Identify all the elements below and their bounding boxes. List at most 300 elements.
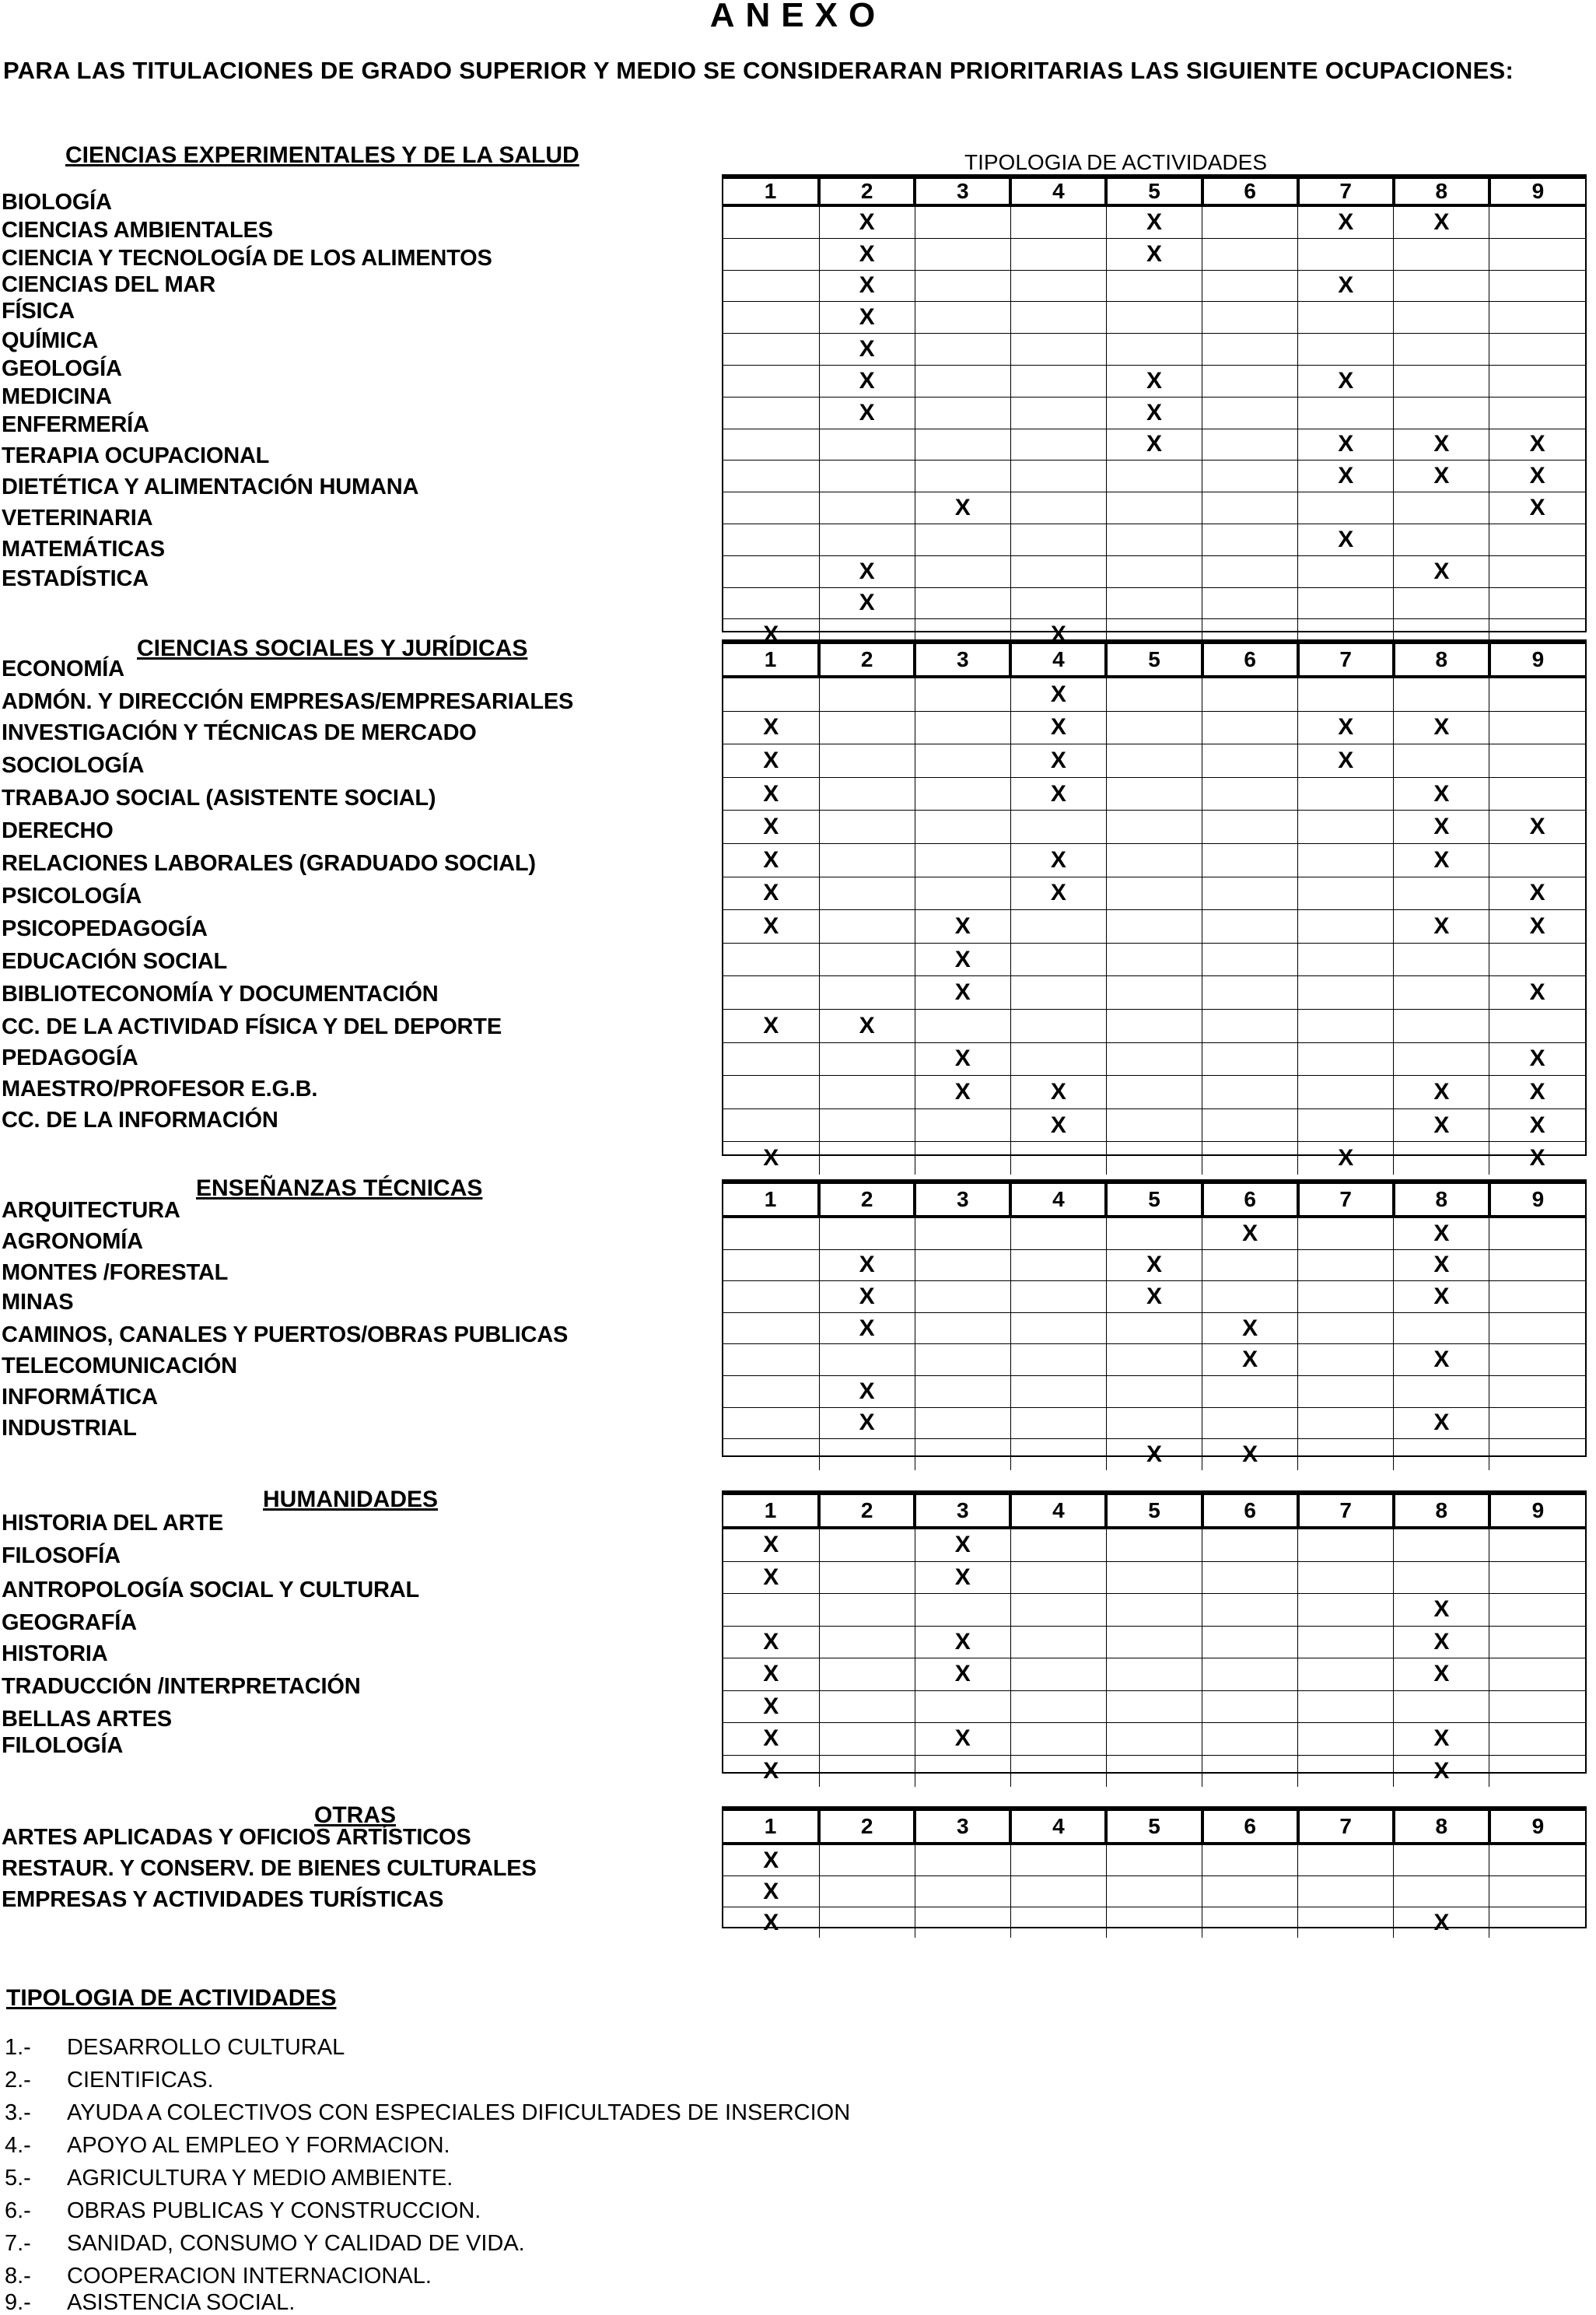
- empty-cell: [1489, 1439, 1585, 1470]
- degree-label: INFORMÁTICA: [2, 1385, 158, 1410]
- empty-cell: [1202, 1626, 1298, 1658]
- empty-cell: [915, 302, 1010, 334]
- degree-label: BIOLOGÍA: [2, 190, 112, 215]
- empty-cell: [723, 365, 819, 397]
- empty-cell: [1298, 492, 1394, 524]
- empty-cell: [915, 365, 1010, 397]
- mark-cell: X: [819, 397, 915, 429]
- mark-cell: X: [723, 1723, 819, 1756]
- empty-cell: [1106, 1844, 1202, 1876]
- table-row: [723, 1876, 1585, 1907]
- empty-cell: [1202, 1907, 1298, 1939]
- empty-cell: [1394, 397, 1489, 429]
- legend-text: AGRICULTURA Y MEDIO AMBIENTE.: [67, 2166, 453, 2191]
- empty-cell: [1202, 1249, 1298, 1281]
- column-number: 9: [1489, 1809, 1585, 1844]
- column-number: 6: [1202, 1494, 1298, 1528]
- degree-label: DIETÉTICA Y ALIMENTACIÓN HUMANA: [2, 475, 419, 499]
- empty-cell: [819, 1907, 915, 1939]
- empty-cell: [915, 205, 1010, 238]
- empty-cell: [1298, 587, 1394, 619]
- empty-cell: [1106, 524, 1202, 555]
- empty-cell: [915, 555, 1010, 587]
- mark-cell: X: [1489, 910, 1585, 944]
- empty-cell: [1202, 811, 1298, 844]
- empty-cell: [1298, 397, 1394, 429]
- empty-cell: [915, 334, 1010, 366]
- mark-cell: X: [819, 1009, 915, 1042]
- mark-cell: X: [723, 1142, 819, 1175]
- empty-cell: [1010, 1658, 1106, 1691]
- empty-cell: [1298, 555, 1394, 587]
- table-row: [723, 1690, 1585, 1723]
- empty-cell: [723, 492, 819, 524]
- degree-label: CC. DE LA INFORMACIÓN: [2, 1108, 278, 1133]
- degree-label: RESTAUR. Y CONSERV. DE BIENES CULTURALES: [2, 1856, 537, 1881]
- empty-cell: [1202, 677, 1298, 711]
- empty-cell: [1106, 677, 1202, 711]
- mark-cell: X: [1298, 205, 1394, 238]
- table-row: [723, 943, 1585, 976]
- empty-cell: [1010, 524, 1106, 555]
- mark-cell: X: [1489, 976, 1585, 1010]
- empty-cell: [1106, 711, 1202, 744]
- mark-cell: X: [819, 1281, 915, 1313]
- empty-cell: [915, 461, 1010, 492]
- empty-cell: [1202, 397, 1298, 429]
- empty-cell: [1202, 744, 1298, 778]
- empty-cell: [1010, 1344, 1106, 1376]
- mark-cell: X: [1489, 429, 1585, 461]
- empty-cell: [1010, 365, 1106, 397]
- table-row: [723, 365, 1585, 397]
- empty-cell: [915, 1755, 1010, 1787]
- column-number: 4: [1010, 1809, 1106, 1844]
- empty-cell: [1010, 1042, 1106, 1076]
- table-row: [723, 205, 1585, 238]
- degree-label: SOCIOLOGÍA: [2, 753, 145, 778]
- empty-cell: [1394, 238, 1489, 270]
- empty-cell: [1489, 1876, 1585, 1907]
- empty-cell: [1010, 1561, 1106, 1594]
- degree-label: PSICOPEDAGOGÍA: [2, 916, 208, 941]
- mark-cell: X: [1298, 461, 1394, 492]
- degree-label: EDUCACIÓN SOCIAL: [2, 949, 228, 974]
- table-row: [723, 1723, 1585, 1756]
- empty-cell: [1202, 910, 1298, 944]
- table-row: [723, 677, 1585, 711]
- empty-cell: [819, 1755, 915, 1787]
- table-row: [723, 1009, 1585, 1042]
- empty-cell: [1106, 587, 1202, 619]
- empty-cell: [1010, 492, 1106, 524]
- empty-cell: [1489, 1658, 1585, 1691]
- empty-cell: [819, 943, 915, 976]
- empty-cell: [1106, 461, 1202, 492]
- mark-cell: X: [1489, 877, 1585, 910]
- table-row: [723, 744, 1585, 778]
- table-row: [723, 1042, 1585, 1076]
- empty-cell: [1010, 1249, 1106, 1281]
- empty-cell: [1010, 1594, 1106, 1627]
- empty-cell: [1489, 1217, 1585, 1249]
- empty-cell: [819, 910, 915, 944]
- legend-number: 9.-: [5, 2290, 31, 2315]
- empty-cell: [1202, 302, 1298, 334]
- mark-cell: X: [819, 555, 915, 587]
- column-number: 9: [1489, 1182, 1585, 1217]
- empty-cell: [1202, 877, 1298, 910]
- empty-cell: [915, 1217, 1010, 1249]
- empty-cell: [723, 943, 819, 976]
- activity-grid: [722, 174, 1587, 648]
- empty-cell: [723, 461, 819, 492]
- empty-cell: [1394, 1009, 1489, 1042]
- mark-cell: X: [1106, 1439, 1202, 1470]
- mark-cell: X: [819, 334, 915, 366]
- table-row: [723, 1658, 1585, 1691]
- empty-cell: [915, 1009, 1010, 1042]
- empty-cell: [1202, 1755, 1298, 1787]
- mark-cell: X: [723, 1876, 819, 1907]
- mark-cell: X: [1202, 1217, 1298, 1249]
- legend-title: TIPOLOGIA DE ACTIVIDADES: [6, 1985, 337, 2011]
- empty-cell: [819, 1528, 915, 1561]
- table-row: [723, 429, 1585, 461]
- empty-cell: [1202, 461, 1298, 492]
- column-number: 1: [723, 643, 819, 677]
- empty-cell: [819, 1076, 915, 1109]
- empty-cell: [1106, 1312, 1202, 1344]
- table-row: [723, 555, 1585, 587]
- mark-cell: X: [723, 1561, 819, 1594]
- column-number: 6: [1202, 1809, 1298, 1844]
- mark-cell: X: [723, 777, 819, 811]
- degree-label: ENFERMERÍA: [2, 412, 149, 437]
- empty-cell: [1106, 811, 1202, 844]
- legend-item: [5, 2166, 453, 2191]
- degree-label: TELECOMUNICACIÓN: [2, 1354, 237, 1378]
- empty-cell: [1202, 711, 1298, 744]
- table-row: [723, 877, 1585, 910]
- mark-cell: X: [1394, 811, 1489, 844]
- empty-cell: [1202, 1876, 1298, 1907]
- empty-cell: [1106, 943, 1202, 976]
- table-row: [723, 1439, 1585, 1470]
- degree-label: MAESTRO/PROFESOR E.G.B.: [2, 1077, 318, 1101]
- empty-cell: [1489, 1344, 1585, 1376]
- page-title: ANEXO: [709, 0, 887, 34]
- empty-cell: [1489, 777, 1585, 811]
- mark-cell: X: [1010, 677, 1106, 711]
- mark-cell: X: [915, 1076, 1010, 1109]
- empty-cell: [723, 976, 819, 1010]
- empty-cell: [819, 843, 915, 877]
- empty-cell: [1298, 334, 1394, 366]
- legend-number: 4.-: [5, 2133, 31, 2158]
- empty-cell: [1489, 397, 1585, 429]
- table-row: [723, 397, 1585, 429]
- column-number: 7: [1298, 1494, 1394, 1528]
- mark-cell: X: [723, 744, 819, 778]
- empty-cell: [1489, 334, 1585, 366]
- column-number: 5: [1106, 1494, 1202, 1528]
- degree-label: MEDICINA: [2, 384, 112, 409]
- empty-cell: [1298, 1108, 1394, 1142]
- empty-cell: [819, 1626, 915, 1658]
- mark-cell: X: [1394, 555, 1489, 587]
- table-row: [723, 302, 1585, 334]
- empty-cell: [723, 1042, 819, 1076]
- column-number: 1: [723, 177, 819, 205]
- column-number: 3: [915, 1809, 1010, 1844]
- column-number: 1: [723, 1494, 819, 1528]
- empty-cell: [915, 1407, 1010, 1439]
- mark-cell: X: [1394, 1217, 1489, 1249]
- mark-cell: X: [1489, 1142, 1585, 1175]
- empty-cell: [1202, 1407, 1298, 1439]
- degree-label: ARTES APLICADAS Y OFICIOS ARTÍSTICOS: [2, 1825, 471, 1850]
- empty-cell: [1489, 843, 1585, 877]
- empty-cell: [1106, 1528, 1202, 1561]
- table-row: [723, 492, 1585, 524]
- empty-cell: [1010, 1528, 1106, 1561]
- mark-cell: X: [819, 205, 915, 238]
- column-number: 5: [1106, 643, 1202, 677]
- empty-cell: [1202, 238, 1298, 270]
- empty-cell: [915, 1594, 1010, 1627]
- empty-cell: [1489, 711, 1585, 744]
- column-number: 2: [819, 1182, 915, 1217]
- empty-cell: [1106, 492, 1202, 524]
- activity-grid: [722, 1806, 1587, 1935]
- empty-cell: [723, 1249, 819, 1281]
- empty-cell: [819, 711, 915, 744]
- empty-cell: [1298, 238, 1394, 270]
- mark-cell: X: [1010, 744, 1106, 778]
- empty-cell: [1394, 744, 1489, 778]
- empty-cell: [1489, 1723, 1585, 1756]
- empty-cell: [1106, 976, 1202, 1010]
- empty-cell: [1489, 238, 1585, 270]
- mark-cell: X: [1106, 238, 1202, 270]
- empty-cell: [1010, 1755, 1106, 1787]
- legend-text: SANIDAD, CONSUMO Y CALIDAD DE VIDA.: [67, 2231, 525, 2256]
- empty-cell: [1106, 744, 1202, 778]
- section-heading: ENSEÑANZAS TÉCNICAS: [196, 1175, 483, 1201]
- empty-cell: [1202, 365, 1298, 397]
- degree-label: EMPRESAS Y ACTIVIDADES TURÍSTICAS: [2, 1887, 444, 1912]
- mark-cell: X: [1298, 429, 1394, 461]
- table-row: [723, 238, 1585, 270]
- empty-cell: [1202, 555, 1298, 587]
- column-number: 9: [1489, 1494, 1585, 1528]
- mark-cell: X: [915, 1626, 1010, 1658]
- empty-cell: [1489, 365, 1585, 397]
- table-row: [723, 1344, 1585, 1376]
- empty-cell: [1010, 1217, 1106, 1249]
- legend-number: 5.-: [5, 2166, 31, 2191]
- activity-grid: [722, 1179, 1587, 1467]
- empty-cell: [1106, 1344, 1202, 1376]
- mark-cell: X: [819, 365, 915, 397]
- empty-cell: [915, 1690, 1010, 1723]
- empty-cell: [1010, 910, 1106, 944]
- legend-text: OBRAS PUBLICAS Y CONSTRUCCION.: [67, 2198, 481, 2223]
- empty-cell: [915, 1907, 1010, 1939]
- empty-cell: [1298, 1076, 1394, 1109]
- column-number: 4: [1010, 1182, 1106, 1217]
- mark-cell: X: [819, 1375, 915, 1407]
- table-row: [723, 976, 1585, 1010]
- empty-cell: [1202, 1375, 1298, 1407]
- empty-cell: [819, 1876, 915, 1907]
- mark-cell: X: [915, 910, 1010, 944]
- empty-cell: [1010, 1407, 1106, 1439]
- empty-cell: [915, 843, 1010, 877]
- empty-cell: [1489, 555, 1585, 587]
- empty-cell: [1010, 1876, 1106, 1907]
- table-row: [723, 843, 1585, 877]
- legend-item: [5, 2290, 295, 2315]
- empty-cell: [1010, 1281, 1106, 1313]
- empty-cell: [1394, 334, 1489, 366]
- mark-cell: X: [1394, 429, 1489, 461]
- empty-cell: [1298, 1844, 1394, 1876]
- empty-cell: [1298, 1528, 1394, 1561]
- table-row: [723, 1844, 1585, 1876]
- empty-cell: [723, 1375, 819, 1407]
- table-row: [723, 1626, 1585, 1658]
- mark-cell: X: [1394, 1076, 1489, 1109]
- empty-cell: [1394, 524, 1489, 555]
- empty-cell: [1394, 1312, 1489, 1344]
- empty-cell: [819, 461, 915, 492]
- legend-text: AYUDA A COLECTIVOS CON ESPECIALES DIFICULTADES DE INSERCION: [67, 2100, 851, 2125]
- empty-cell: [1394, 587, 1489, 619]
- empty-cell: [819, 1142, 915, 1175]
- empty-cell: [915, 1142, 1010, 1175]
- mark-cell: X: [1394, 1108, 1489, 1142]
- empty-cell: [1489, 1907, 1585, 1939]
- mark-cell: X: [723, 1755, 819, 1787]
- empty-cell: [819, 677, 915, 711]
- empty-cell: [1298, 777, 1394, 811]
- mark-cell: X: [1489, 811, 1585, 844]
- table-row: [723, 1561, 1585, 1594]
- mark-cell: X: [723, 1844, 819, 1876]
- mark-cell: X: [819, 270, 915, 302]
- mark-cell: X: [1394, 205, 1489, 238]
- mark-cell: X: [1010, 877, 1106, 910]
- degree-label: GEOGRAFÍA: [2, 1610, 137, 1635]
- mark-cell: X: [1298, 524, 1394, 555]
- legend-item: [5, 2231, 525, 2256]
- empty-cell: [819, 744, 915, 778]
- empty-cell: [1298, 877, 1394, 910]
- mark-cell: X: [1106, 205, 1202, 238]
- empty-cell: [1489, 1844, 1585, 1876]
- empty-cell: [1489, 1407, 1585, 1439]
- empty-cell: [915, 711, 1010, 744]
- empty-cell: [1394, 1439, 1489, 1470]
- empty-cell: [1298, 1723, 1394, 1756]
- degree-label: VETERINARIA: [2, 506, 153, 531]
- mark-cell: X: [723, 910, 819, 944]
- empty-cell: [1202, 334, 1298, 366]
- empty-cell: [723, 205, 819, 238]
- empty-cell: [1106, 270, 1202, 302]
- degree-label: ESTADÍSTICA: [2, 566, 149, 591]
- degree-label: CC. DE LA ACTIVIDAD FÍSICA Y DEL DEPORTE: [2, 1014, 502, 1039]
- empty-cell: [1202, 1009, 1298, 1042]
- table-row: [723, 1249, 1585, 1281]
- empty-cell: [723, 677, 819, 711]
- empty-cell: [1489, 1626, 1585, 1658]
- empty-cell: [1298, 976, 1394, 1010]
- table-row: [723, 1217, 1585, 1249]
- mark-cell: X: [1202, 1312, 1298, 1344]
- empty-cell: [1106, 877, 1202, 910]
- empty-cell: [1298, 943, 1394, 976]
- mark-cell: X: [1010, 619, 1106, 650]
- legend-item: [5, 2133, 450, 2158]
- mark-cell: X: [1394, 777, 1489, 811]
- empty-cell: [723, 334, 819, 366]
- empty-cell: [819, 1439, 915, 1470]
- empty-cell: [1489, 677, 1585, 711]
- column-number: 5: [1106, 1809, 1202, 1844]
- column-number: 7: [1298, 177, 1394, 205]
- section-heading: HUMANIDADES: [263, 1487, 438, 1512]
- mark-cell: X: [1106, 429, 1202, 461]
- column-number: 8: [1394, 1182, 1489, 1217]
- empty-cell: [1010, 1690, 1106, 1723]
- empty-cell: [915, 524, 1010, 555]
- legend-text: ASISTENCIA SOCIAL.: [67, 2290, 296, 2315]
- mark-cell: X: [1489, 1042, 1585, 1076]
- column-number: 9: [1489, 177, 1585, 205]
- empty-cell: [1202, 587, 1298, 619]
- empty-cell: [1202, 777, 1298, 811]
- mark-cell: X: [915, 1658, 1010, 1691]
- legend-number: 7.-: [5, 2231, 31, 2256]
- empty-cell: [1106, 777, 1202, 811]
- legend-number: 2.-: [5, 2068, 31, 2093]
- column-number: 4: [1010, 643, 1106, 677]
- empty-cell: [723, 1281, 819, 1313]
- empty-cell: [1010, 205, 1106, 238]
- mark-cell: X: [1298, 365, 1394, 397]
- table-row: [723, 1594, 1585, 1627]
- mark-cell: X: [723, 843, 819, 877]
- empty-cell: [1489, 943, 1585, 976]
- section-heading: CIENCIAS EXPERIMENTALES Y DE LA SALUD: [65, 142, 579, 168]
- legend-text: DESARROLLO CULTURAL: [67, 2035, 345, 2060]
- mark-cell: X: [723, 711, 819, 744]
- empty-cell: [723, 397, 819, 429]
- empty-cell: [1010, 1907, 1106, 1939]
- empty-cell: [1106, 1723, 1202, 1756]
- empty-cell: [723, 1407, 819, 1439]
- column-number: 7: [1298, 643, 1394, 677]
- degree-label: PSICOLOGÍA: [2, 884, 142, 909]
- empty-cell: [1489, 1249, 1585, 1281]
- empty-cell: [1489, 1594, 1585, 1627]
- empty-cell: [1106, 1690, 1202, 1723]
- empty-cell: [1394, 1528, 1489, 1561]
- degree-label: HISTORIA DEL ARTE: [2, 1511, 224, 1536]
